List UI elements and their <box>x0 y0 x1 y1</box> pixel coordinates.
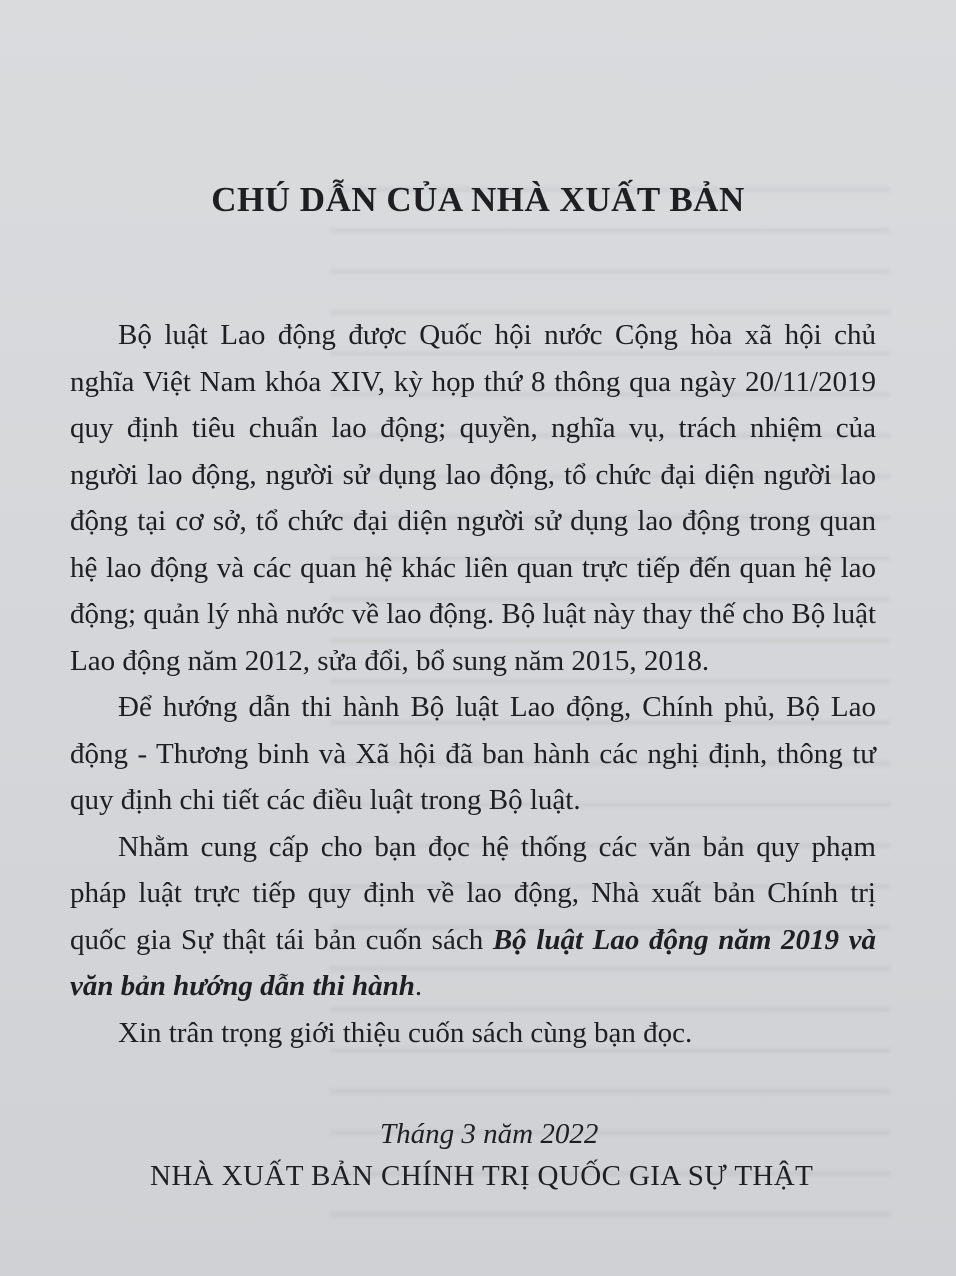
page-heading: CHÚ DẪN CỦA NHÀ XUẤT BẢN <box>211 180 745 219</box>
foreword-body <box>70 312 876 1056</box>
paragraph-4: Xin trân trọng giới thiệu cuốn sách cùng bạn đọc. <box>118 1016 693 1049</box>
paragraph-2: Để hướng dẫn thi hành Bộ luật Lao động, Chính phủ, Bộ Lao động - Thương binh và Xã hội đã ban hành các nghị định, thông tư quy định chi tiết các điều luật trong Bộ luật. <box>70 691 876 816</box>
signature-publisher: NHÀ XUẤT BẢN CHÍNH TRỊ QUỐC GIA SỰ THẬT <box>150 1160 814 1192</box>
paragraph-1: Bộ luật Lao động được Quốc hội nước Cộng hòa xã hội chủ nghĩa Việt Nam khóa XIV, kỳ họp thứ 8 thông qua ngày 20/11/2019 quy định tiêu chuẩn lao động; quyền, nghĩa vụ, trách nhiệm của người lao động, người sử dụng lao động, tổ chức đại diện người lao động tại cơ sở, tổ chức đại diện người sử dụng lao động trong quan hệ lao động và các quan hệ khác liên quan trực tiếp đến quan hệ lao động; quản lý nhà nước về lao động. Bộ luật này thay thế cho Bộ luật Lao động năm 2012, sửa đổi, bổ sung năm 2015, 2018. <box>70 319 876 677</box>
book-title: Bộ luật Lao động năm 2019 và văn bản hướng dẫn thi hành <box>70 923 876 1002</box>
paragraph-3-lead: Nhằm cung cấp cho bạn đọc hệ thống các văn bản quy phạm pháp luật trực tiếp quy định về lao động, Nhà xuất bản Chính trị quốc gia Sự thật tái bản cuốn sách <box>70 830 876 956</box>
paragraph-3 <box>70 824 876 1010</box>
signature-date: Tháng 3 năm 2022 <box>380 1118 599 1150</box>
paragraph-3-end: . <box>414 970 423 1002</box>
